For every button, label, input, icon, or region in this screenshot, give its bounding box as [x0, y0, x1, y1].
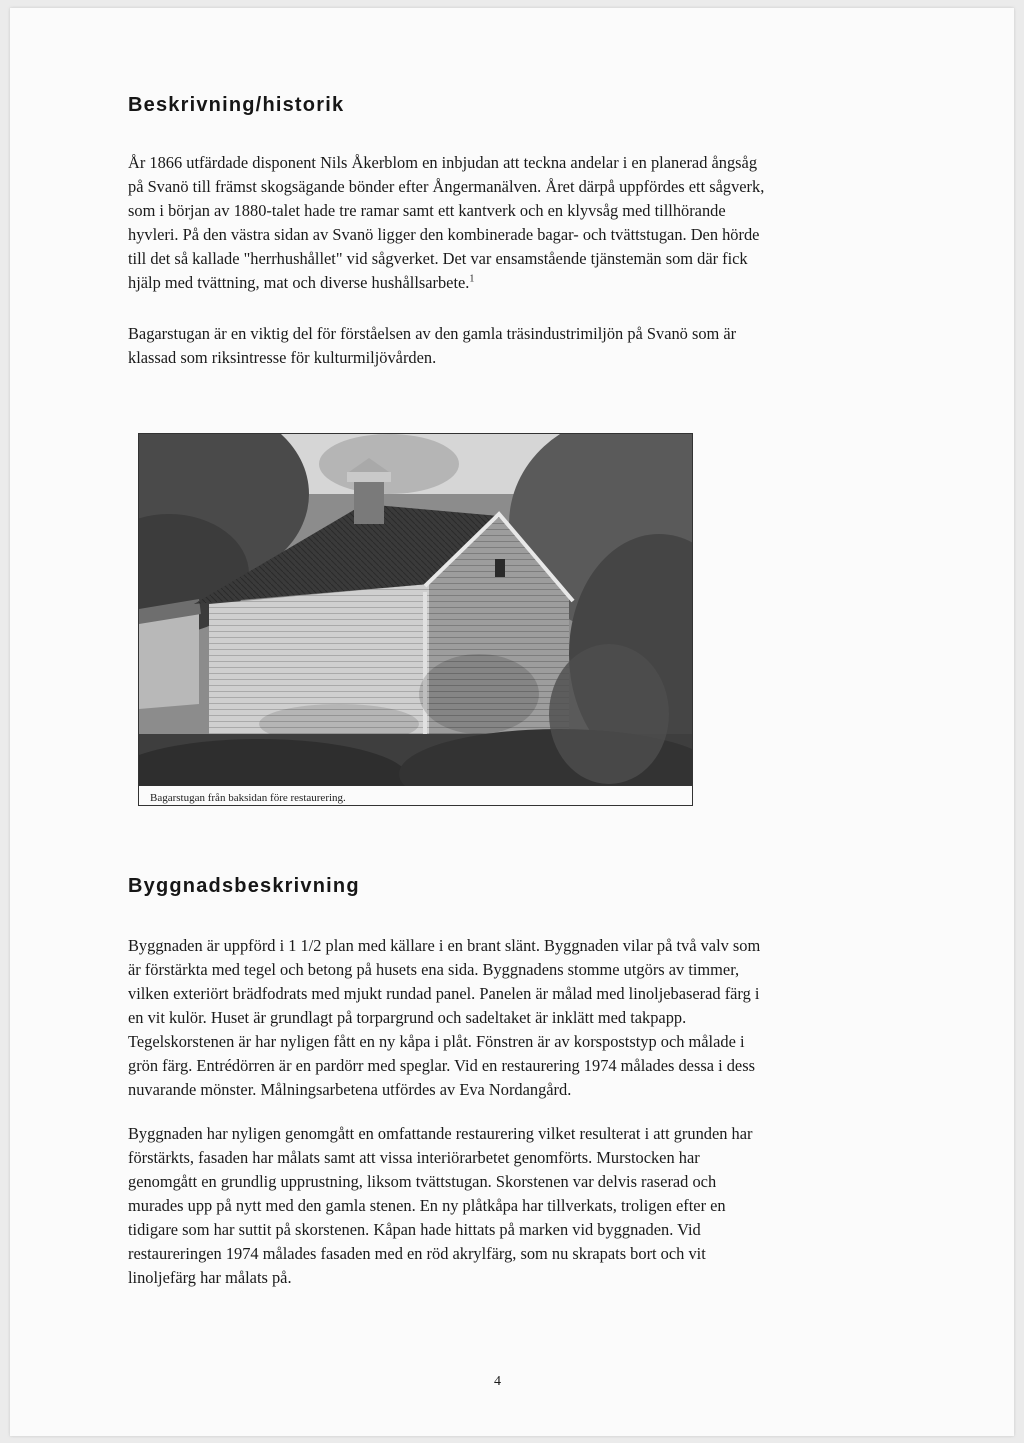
text-line: är förstärkta med tegel och betong på husets ena sida. Byggnadens stomme utgörs av timmer,	[128, 960, 740, 979]
building-paragraph-1	[128, 934, 888, 1102]
text-line: År 1866 utfärdade disponent Nils Åkerblom en inbjudan att teckna andelar i en planerad ångsåg	[128, 153, 758, 172]
text-line: Byggnaden har nyligen genomgått en omfattande restaurering vilket resulterat i att grunden har	[128, 1124, 753, 1143]
text-line: murades upp på nytt med den gamla stenen. En ny plåtkåpa har tillverkats, troligen efter en	[128, 1196, 726, 1215]
text-line: på Svanö till främst skogsägande bönder efter Ångermanälven. Året därpå uppfördes ett sågverk,	[128, 177, 765, 196]
section-heading-history: Beskrivning/historik	[128, 94, 345, 116]
text-line: som i början av 1880-talet hade tre ramar samt ett kantverk och en klyvsåg med tillhörande	[128, 201, 726, 220]
text-line: klassad som riksintresse för kulturmiljövården.	[128, 348, 437, 367]
bakehouse-photo-illustration	[139, 434, 692, 805]
text-line	[128, 271, 888, 295]
history-paragraph-2	[128, 322, 888, 370]
text-line: Tegelskorstenen är har nyligen fått en ny kåpa i plåt. Fönstren är av korspoststyp och målade i	[128, 1032, 745, 1051]
text-line: nuvarande mönster. Målningsarbetena utfördes av Eva Nordangård.	[128, 1080, 572, 1099]
text-line: till det så kallade "herrhushållet" vid sågverket. Det var ensamstående tjänstemän som där fick	[128, 249, 748, 268]
text-line: Bagarstugan är en viktig del för förståelsen av den gamla träsindustrimiljön på Svanö som är	[128, 324, 737, 343]
text-line: en vit kulör. Huset är grundlagt på torpargrund och sadeltaket är inklätt med takpapp.	[128, 1008, 687, 1027]
text-line: grön färg. Entrédörren är en pardörr med speglar. Vid en restaurering 1974 målades dessa i dess	[128, 1056, 755, 1075]
building-paragraph-2	[128, 1122, 888, 1290]
photo-caption: Bagarstugan från baksidan före restaurering.	[150, 792, 346, 804]
page-number: 4	[494, 1374, 501, 1389]
section-heading-building: Byggnadsbeskrivning	[128, 875, 360, 897]
text-line: Byggnaden är uppförd i 1 1/2 plan med källare i en brant slänt. Byggnaden vilar på två valv som	[128, 936, 761, 955]
text-line-content: hjälp med tvättning, mat och diverse hushållsarbete.	[128, 273, 470, 292]
history-paragraph-1	[128, 151, 888, 295]
text-line: genomgått en grundlig upprustning, liksom tvättstugan. Skorstenen var delvis raserad och	[128, 1172, 717, 1191]
bakehouse-photo	[138, 433, 693, 806]
document-page	[10, 8, 1014, 1436]
footnote-marker: 1	[469, 273, 475, 285]
text-line: linoljefärg har målats på.	[128, 1268, 292, 1287]
text-line: tidigare som har suttit på skorstenen. Kåpan hade hittats på marken vid byggnaden. Vid	[128, 1220, 701, 1239]
text-line: vilken exteriört brädfodrats med mjukt rundad panel. Panelen är målad med linoljebaserad färg i	[128, 984, 760, 1003]
text-line: förstärkts, fasaden har målats samt att vissa interiörarbetet genomförts. Murstocken har	[128, 1148, 700, 1167]
text-line: restaureringen 1974 målades fasaden med en röd akrylfärg, som nu skrapats bort och vit	[128, 1244, 706, 1263]
text-line: hyvleri. På den västra sidan av Svanö ligger den kombinerade bagar- och tvättstugan. Den hörde	[128, 225, 760, 244]
